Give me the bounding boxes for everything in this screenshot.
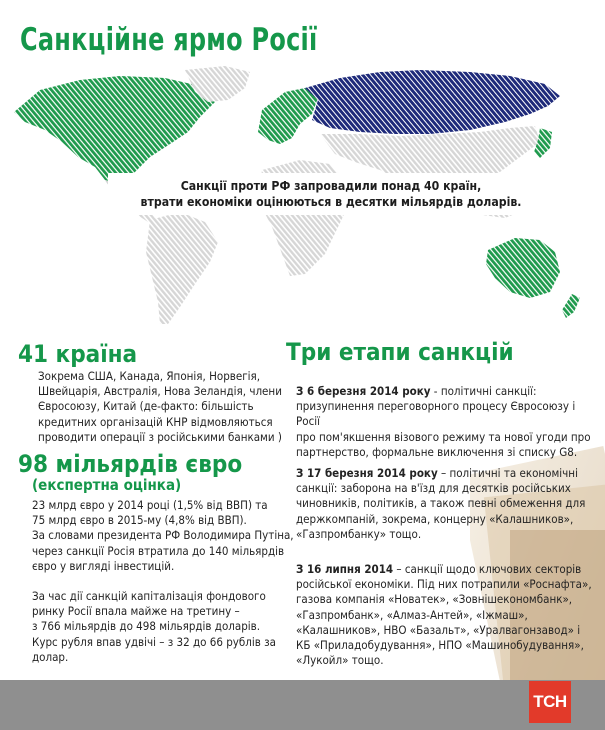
losses-line: долар. <box>32 649 69 664</box>
map-australia <box>486 238 560 298</box>
footer-bar <box>0 680 605 730</box>
stages-heading: Три етапи санкцій <box>286 338 514 366</box>
stage-2-line: держкомпаній, зокрема, концерну «Калашников», <box>296 511 574 526</box>
losses-subheading: (експертна оцінка) <box>32 476 182 494</box>
losses-line: За словами президента РФ Володимира Путіна, <box>32 528 294 543</box>
losses-text <box>32 498 294 665</box>
map-russia <box>305 70 560 134</box>
stage-3-line: газова компанія «Новатек», «Зовнішекономбанк», <box>296 592 573 607</box>
stage-2 <box>296 466 596 542</box>
stage-3-line: – санкції щодо ключових секторів <box>393 562 582 576</box>
stage-3-line: КБ «Приладобудування», НПО «Машинобудування», <box>296 638 584 653</box>
countries-text <box>38 369 282 445</box>
map-europe <box>258 88 318 144</box>
stage-1-line: партнерство, формальне виключення зі списку G8. <box>296 444 578 459</box>
countries-heading: 41 країна <box>18 340 138 368</box>
stage-1-line: - політичні санкції: <box>430 384 537 398</box>
stage-1-date: З 6 березня 2014 року <box>296 384 431 398</box>
losses-line: 23 млрд євро у 2014 році (1,5% від ВВП) та <box>32 498 268 512</box>
stage-3-date: З 16 липня 2014 <box>296 562 394 576</box>
stage-3-line: російської економіки. Під них потрапили «Роснафта», <box>296 577 592 592</box>
losses-line: через санкції Росія втратила до 140 мільярдів <box>32 543 285 558</box>
losses-line: Курс рубля впав удвічі – з 32 до 66 рублів за <box>32 634 276 649</box>
stage-2-line: «Газпромбанку» тощо. <box>296 526 422 541</box>
stage-2-line: санкції: заборона на в'їзд для десятків російських <box>296 481 571 496</box>
losses-heading: 98 мільярдів євро <box>18 450 243 478</box>
stage-3-line: «Калашников», НВО «Базальт», «Уралвагонзавод» і <box>296 622 581 637</box>
stage-1-line: про пом'якшення візового режиму та нової угоди про <box>296 429 591 444</box>
stage-2-line: чиновників, політиків, а також певні обмеження для <box>296 496 586 511</box>
losses-line: з 766 мільярдів до 498 мільярдів доларів. <box>32 619 261 634</box>
stage-3-line: «Газпромбанк», «Алмаз-Антей», «Іжмаш», <box>296 607 528 622</box>
losses-line: євро у вигляді інвестицій. <box>32 558 175 573</box>
stage-2-line: – політичні та економічні <box>437 466 578 480</box>
stage-1-line: призупинення переговорного процесу Євросоюзу і Росії <box>296 399 576 429</box>
tsn-logo[interactable]: ТСН <box>529 681 571 723</box>
countries-line: кредитних організацій КНР відмовляються <box>38 414 273 429</box>
countries-line: проводити операції з російськими банками ) <box>38 429 282 444</box>
countries-line: Зокрема США, Канада, Японія, Норвегія, <box>38 369 261 383</box>
map-caption <box>108 173 554 215</box>
map-north-america <box>14 76 215 184</box>
stage-3-line: «Лукойл» тощо. <box>296 653 384 668</box>
countries-line: Євросоюзу, Китай (де-факто: більшість <box>38 399 254 414</box>
stage-1 <box>296 384 596 460</box>
map-new-zealand <box>562 294 580 318</box>
stage-2-date: З 17 березня 2014 року <box>296 466 438 480</box>
losses-line: ринку Росії впала майже на третину – <box>32 604 240 619</box>
map-caption-line: Санкції проти РФ запровадили понад 40 країн, <box>180 179 482 193</box>
map-south-america <box>146 212 218 324</box>
stage-3 <box>296 562 596 668</box>
losses-line: 75 млрд євро в 2015-му (4,8% від ВВП). <box>32 513 247 528</box>
map-caption-line: втрати економіки оцінюються в десятки мільярдів доларів. <box>140 195 522 209</box>
losses-line: За час дії санкцій капіталізація фондового <box>32 589 266 604</box>
countries-line: Швейцарія, Австралія, Нова Зеландія, члени <box>38 384 282 399</box>
page-title: Санкційне ярмо Росії <box>20 22 318 58</box>
